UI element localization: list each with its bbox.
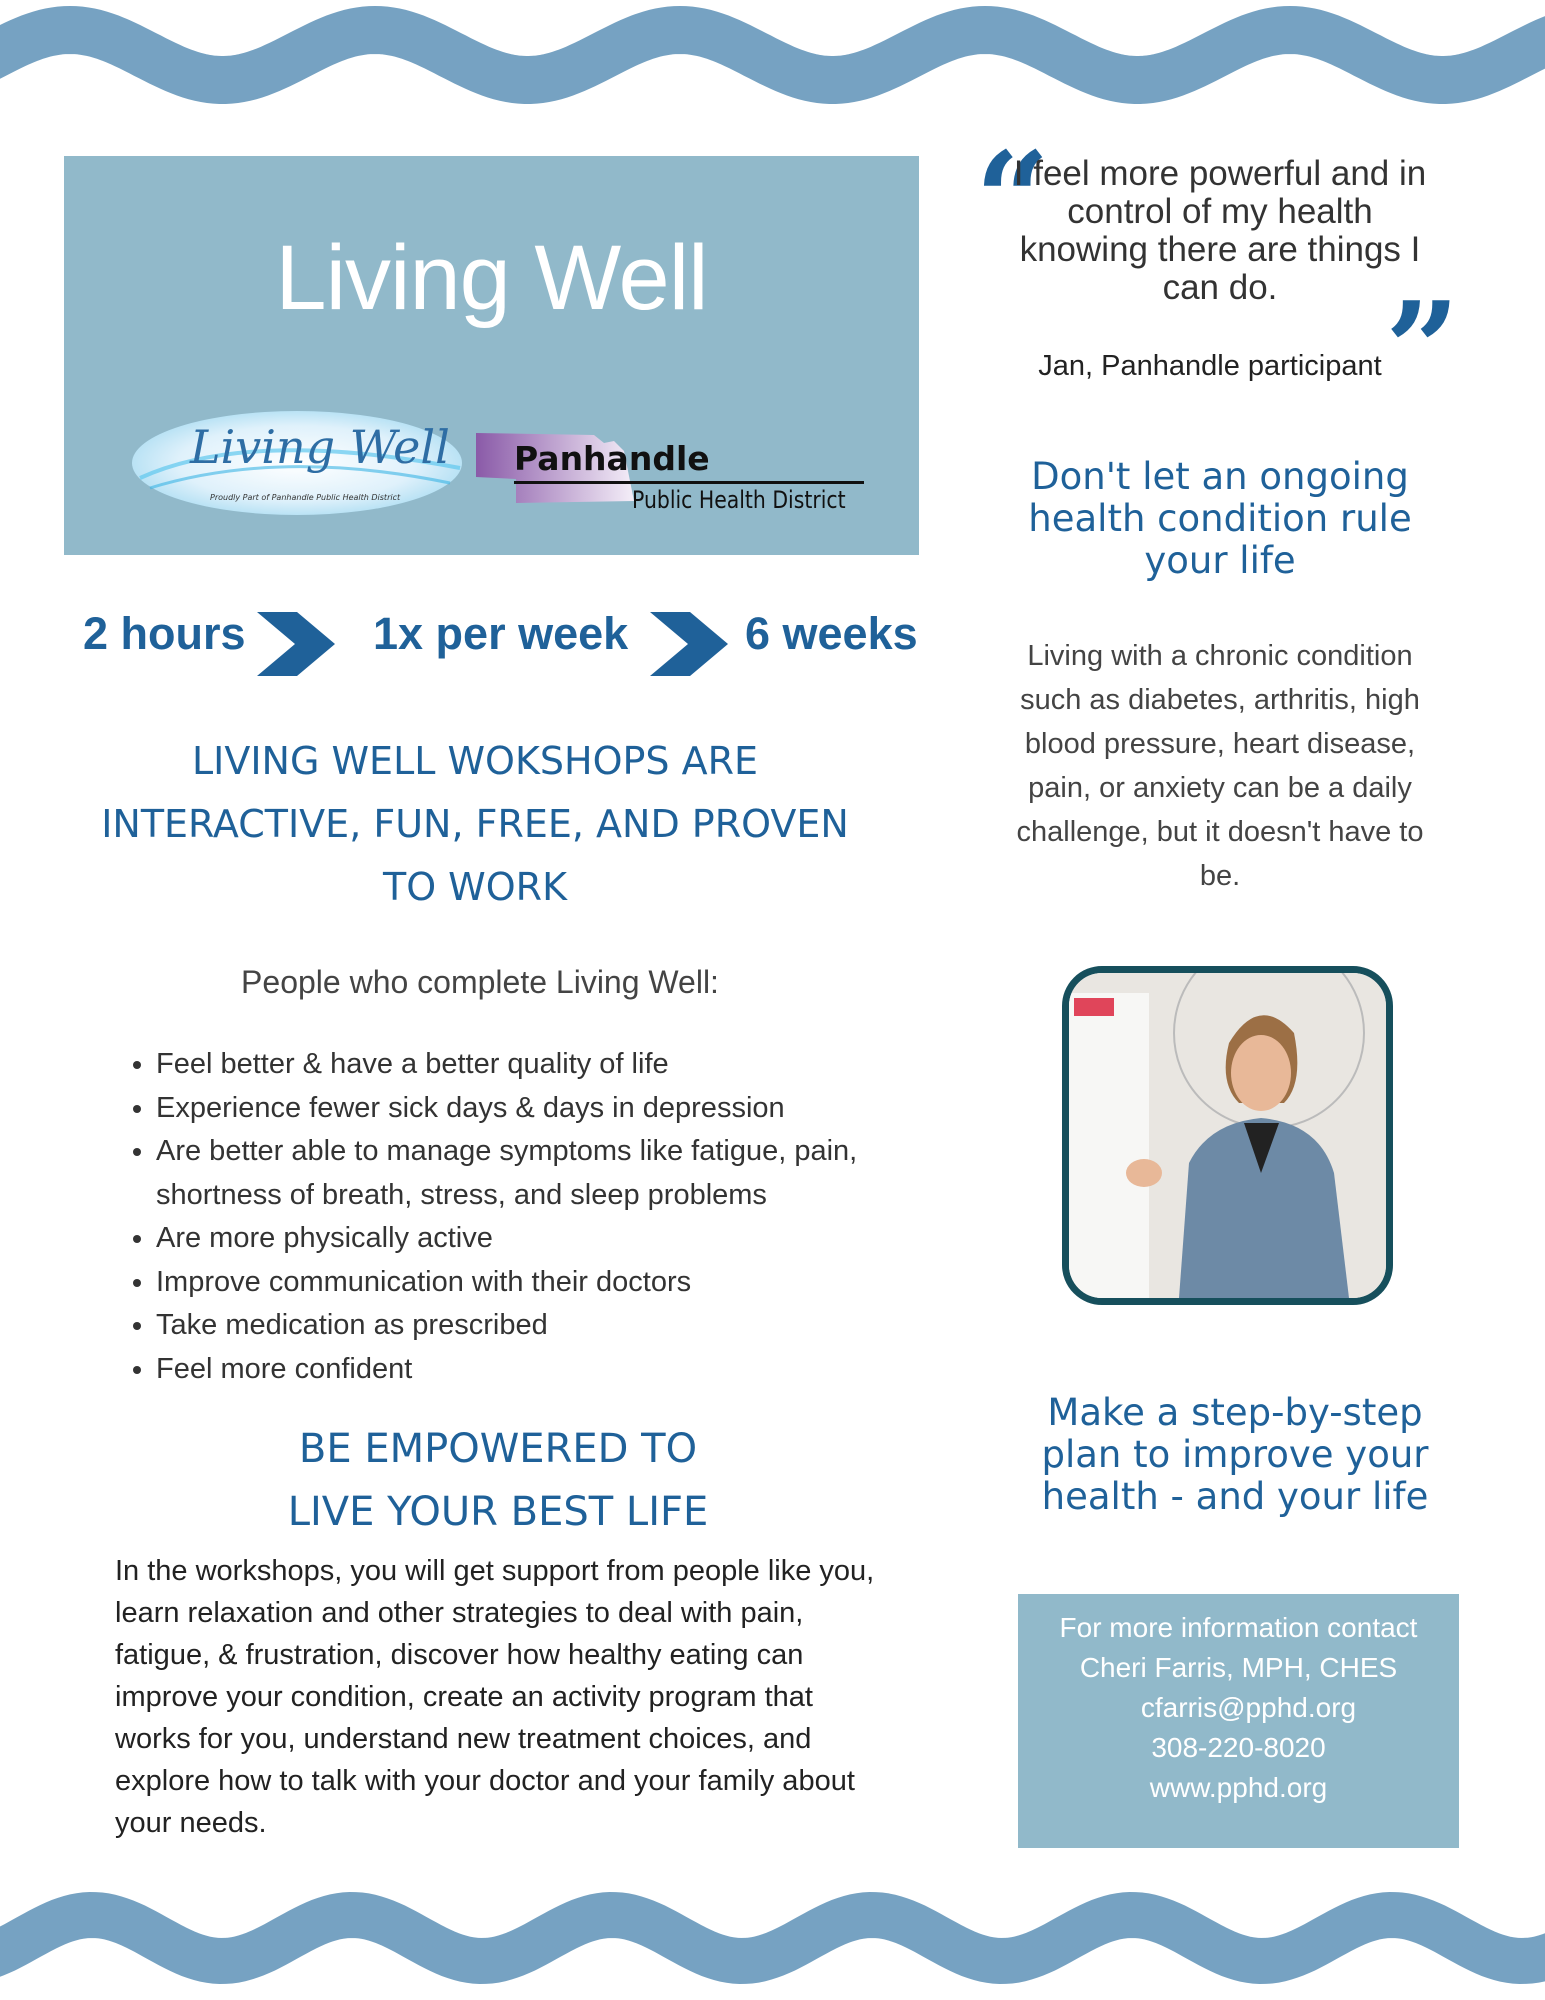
pphd-name: Panhandle [514,439,710,478]
list-item: • Are better able to manage symptoms like fatigue, pain, shortness of breath, stress, and sleep problems [156,1130,936,1217]
benefits-intro: People who complete Living Well: [241,964,719,1000]
workshops-heading [60,730,890,919]
chevron-right-icon [257,612,335,676]
step-duration: 2 hours [83,608,246,659]
list-item: • Take medication as prescribed [156,1304,936,1348]
bottom-wave-decoration [0,1880,1545,2000]
svg-text:Proudly Part of Panhandle Publ: Proudly Part of Panhandle Public Health District [210,493,401,502]
contact-website[interactable]: www.pphd.org [1149,1772,1328,1803]
contact-name: Cheri Farris, MPH, CHES [1079,1652,1398,1683]
dont-let-heading: Don't let an ongoing health condition rule your life [1028,455,1412,582]
testimonial-attribution: Jan, Panhandle participant [1038,350,1382,382]
contact-box [1018,1594,1459,1848]
list-item: • Feel more confident [156,1348,936,1392]
open-quote-icon: “ [975,123,1050,276]
contact-phone[interactable]: 308-220-8020 [1151,1732,1326,1763]
living-well-logo [130,408,465,518]
close-quote-icon: ” [1385,273,1460,426]
heading-line: LIVING WELL WOKSHOPS ARE [191,739,759,783]
testimonial-quote: I feel more powerful and in control of my health knowing there are things I can do. [1013,154,1427,307]
pphd-subtitle: Public Health District [632,486,846,514]
list-item: • Are more physically active [156,1217,936,1261]
heading-line: LIVE YOUR BEST LIFE [287,1489,709,1535]
list-item: • Improve communication with their doctors [156,1261,936,1305]
hero-banner [64,156,919,555]
contact-intro: For more information contact [1059,1612,1418,1643]
logo-text: Living Well [190,420,450,474]
empower-heading [150,1418,846,1544]
heading-line: INTERACTIVE, FUN, FREE, AND PROVEN [101,802,849,846]
contact-email[interactable]: cfarris@pphd.org [1140,1692,1357,1723]
page-title: Living Well [275,227,708,329]
participant-photo [1062,966,1393,1305]
pphd-logo [474,431,864,514]
step-by-step-heading: Make a step-by-step plan to improve your health - and your life [1041,1391,1429,1518]
heading-line: TO WORK [382,865,567,909]
list-item: • Experience fewer sick days & days in depression [156,1087,936,1131]
chronic-condition-paragraph: Living with a chronic condition such as diabetes, arthritis, high blood pressure, heart disease, pain, or anxiety can be a daily challenge, but it doesn't have to be. [1016,640,1424,892]
pphd-divider [514,481,864,484]
heading-line: BE EMPOWERED TO [298,1426,698,1472]
top-wave-decoration [0,0,1545,140]
step-frequency: 1x per week [373,608,629,659]
list-item: • Feel better & have a better quality of life [156,1043,936,1087]
step-length: 6 weeks [745,608,918,659]
benefits-list [120,1043,936,1391]
workshop-paragraph: In the workshops, you will get support from people like you, learn relaxation and other strategies to deal with pain, fatigue, & frustration, discover how healthy eating can improve your condition, create an activity program that works for you, understand new treatment choices, and explore how to talk with your doctor and your family about your needs. [115,1555,875,1839]
chevron-right-icon [650,612,728,676]
